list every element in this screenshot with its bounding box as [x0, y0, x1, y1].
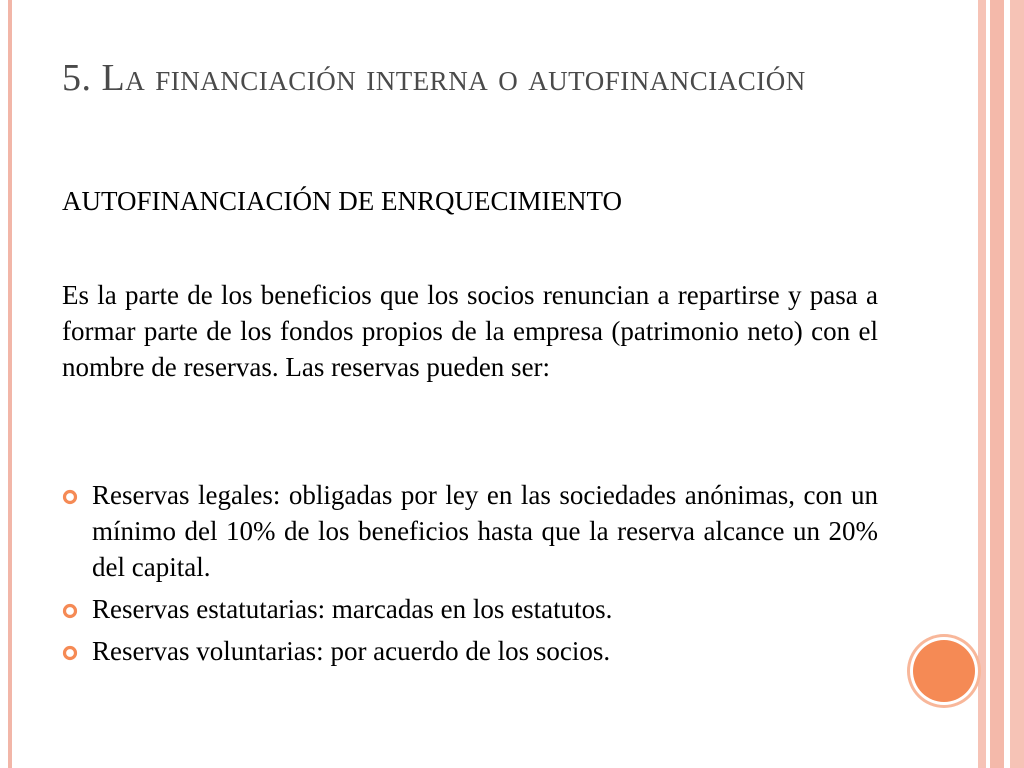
slide-subtitle: AUTOFINANCIACIÓN DE ENRQUECIMIENTO: [62, 186, 622, 216]
bullet-item-reservas-estatutarias: [62, 591, 878, 627]
bullet-text: Reservas estatutarias: marcadas en los estatutos.: [92, 594, 613, 624]
orange-circle-icon: [913, 640, 975, 702]
body-paragraph: Es la parte de los beneficios que los socios renuncian a repartirse y pasa a formar parte de los fondos propios de la empresa (patrimonio neto) con el nombre de reservas. Las reservas pueden ser:: [62, 280, 878, 382]
right-frame-stripe: [990, 0, 1004, 768]
right-frame-stripe: [1010, 0, 1024, 768]
slide-title: 5. La financiación interna o autofinanciación: [62, 57, 806, 99]
ring-bullet-icon: [62, 603, 78, 619]
left-frame-stripe: [8, 0, 12, 768]
bullet-text: Reservas legales: obligadas por ley en las sociedades anónimas, con un mínimo del 10% de los beneficios hasta que la reserva alcance un 20% del capital.: [92, 480, 878, 582]
bullet-item-reservas-voluntarias: [62, 633, 878, 669]
ring-bullet-icon: [62, 489, 78, 505]
bullet-text: Reservas voluntarias: por acuerdo de los socios.: [92, 636, 611, 666]
right-frame-stripe: [978, 0, 986, 768]
bullet-list: [62, 477, 878, 669]
bullet-item-reservas-legales: [62, 477, 878, 585]
ring-bullet-icon: [62, 645, 78, 661]
